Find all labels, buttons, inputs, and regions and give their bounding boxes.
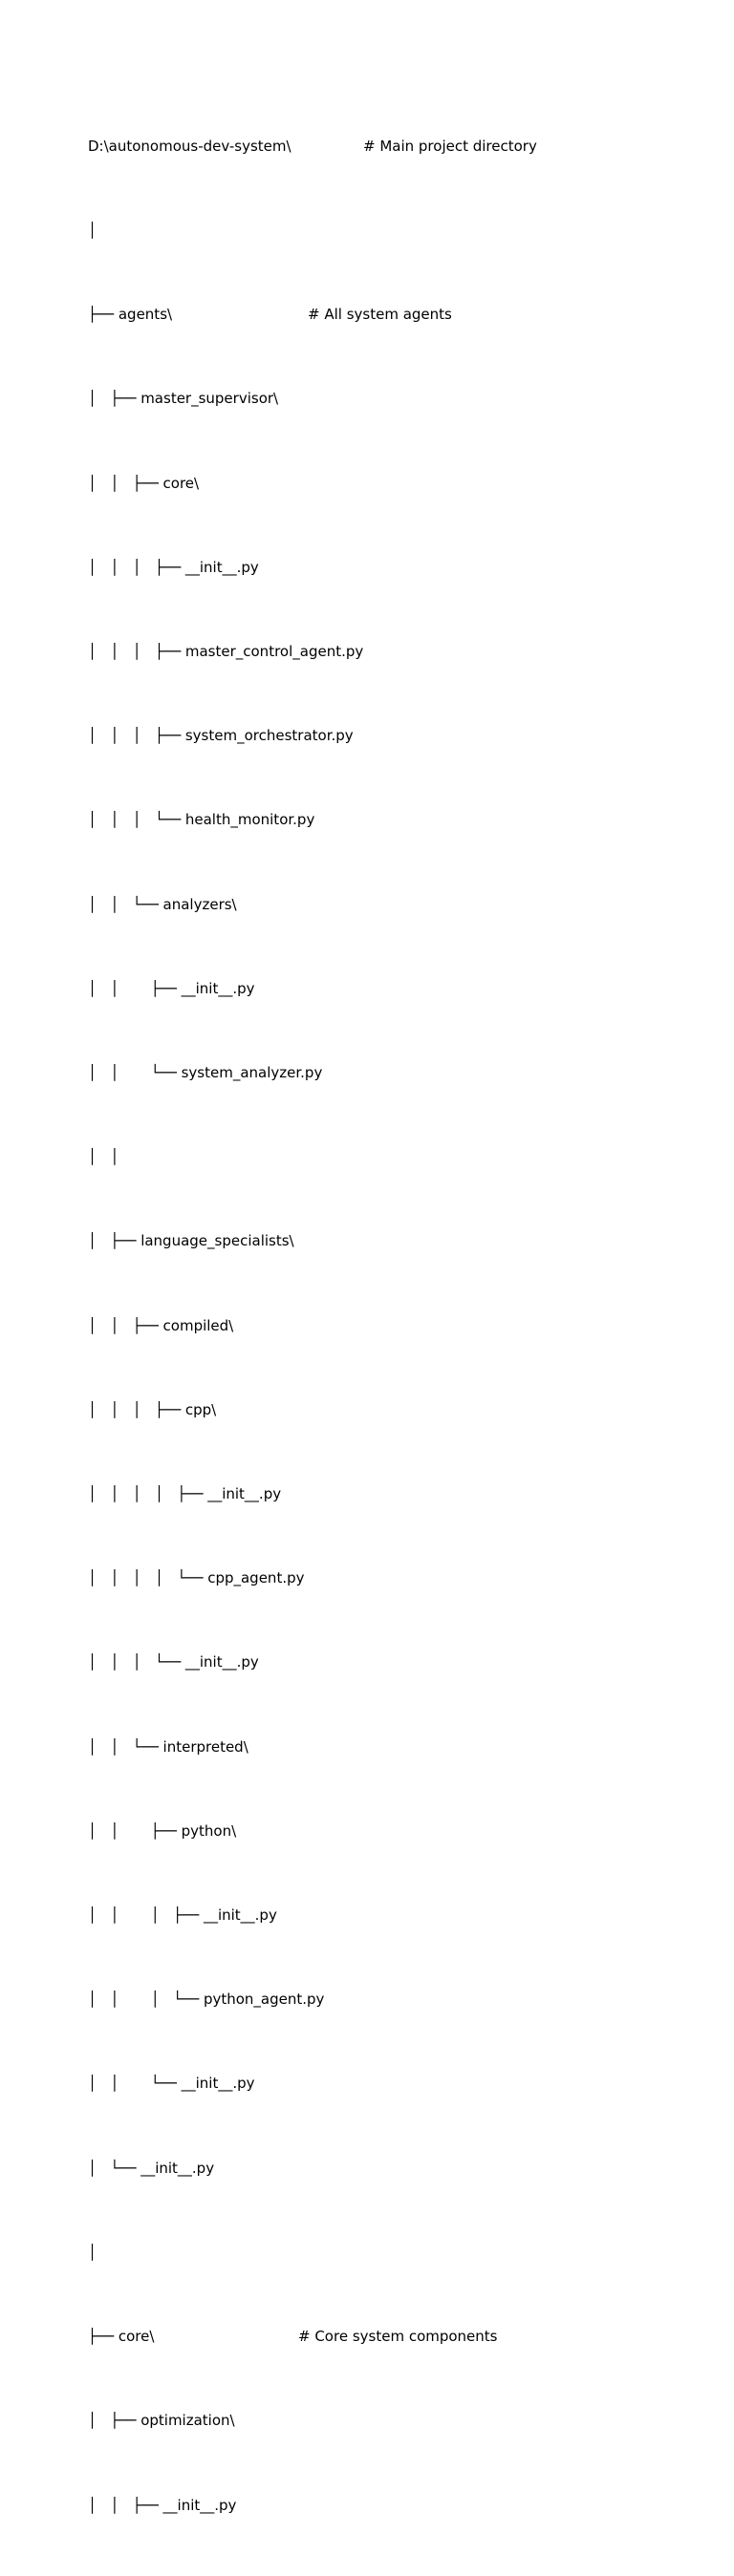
tree-line-text: │ │ ├── compiled\ [88,1316,234,1334]
tree-line-text: │ │ └── system_analyzer.py [88,1064,323,1082]
tree-line [88,1986,363,2013]
tree-line-text: │ │ ├── __init__.py [88,2496,237,2514]
tree-line [88,1059,363,1087]
tree-line [88,385,363,413]
tree-line-text: │ │ │ ├── cpp\ [88,1400,217,1418]
tree-line-text: │ ├── language_specialists\ [88,1232,294,1250]
tree-line-text: ├── agents\ [88,306,173,324]
tree-line-text: │ │ └── interpreted\ [88,1737,248,1756]
tree-line [88,2155,363,2182]
tree-line-root [88,133,537,160]
tree-line [88,1480,363,1508]
tree-line-text: │ │ │ └── python_agent.py [88,1991,325,2009]
tree-line-text: │ │ │ ├── system_orchestrator.py [88,727,354,745]
tree-line-text: │ │ └── analyzers\ [88,895,237,913]
tree-line [88,1565,363,1592]
tree-line-text: │ │ │ └── __init__.py [88,1653,259,1671]
tree-line-text: │ │ ├── python\ [88,1821,237,1840]
tree-line [88,722,363,750]
tree-line-text: │ [88,2243,97,2261]
tree-line [88,1396,363,1424]
tree-line-text: │ │ │ ├── master_control_agent.py [88,643,364,661]
tree-line [88,891,363,919]
tree-line [88,2407,363,2435]
tree-line-text: │ ├── master_supervisor\ [88,390,279,408]
tree-line-text: ├── core\ [88,2328,155,2346]
directory-tree [88,76,537,2576]
tree-line [88,1818,363,1845]
tree-line-text: │ │ │ │ └── cpp_agent.py [88,1569,305,1587]
tree-line-text: │ │ │ └── health_monitor.py [88,811,315,829]
tree-line [88,1734,363,1761]
tree-line-comment: # Core system components [298,2328,498,2346]
tree-line-text: │ │ ├── core\ [88,474,200,492]
tree-line [88,638,363,666]
tree-line-agents [88,301,452,329]
tree-line [88,2070,363,2097]
tree-line [88,217,363,245]
tree-line-text: │ └── __init__.py [88,2159,215,2177]
tree-line-text: │ │ │ │ ├── __init__.py [88,1485,282,1503]
tree-line-text: │ │ ├── __init__.py [88,979,255,997]
tree-line-text: │ [88,222,97,240]
tree-line-text: │ │ │ ├── __init__.py [88,1906,277,1925]
tree-line-text: │ ├── optimization\ [88,2412,235,2430]
tree-line-comment: # All system agents [308,306,452,324]
tree-line-text: │ │ │ ├── __init__.py [88,558,259,576]
tree-line-comment: # Main project directory [363,137,537,155]
tree-line [88,1227,363,1255]
tree-line [88,806,363,834]
tree-line [88,470,363,498]
tree-line-core [88,2323,498,2351]
tree-line [88,554,363,582]
tree-line [88,2492,363,2520]
tree-line-text: │ │ [88,1148,119,1166]
tree-line [88,1312,363,1340]
tree-line [88,1143,363,1171]
tree-line [88,1902,363,1929]
tree-line-text: │ │ └── __init__.py [88,2075,255,2093]
tree-line-text: D:\autonomous-dev-system\ [88,137,291,155]
tree-line [88,2239,363,2267]
tree-line [88,1649,363,1676]
tree-line [88,975,363,1003]
